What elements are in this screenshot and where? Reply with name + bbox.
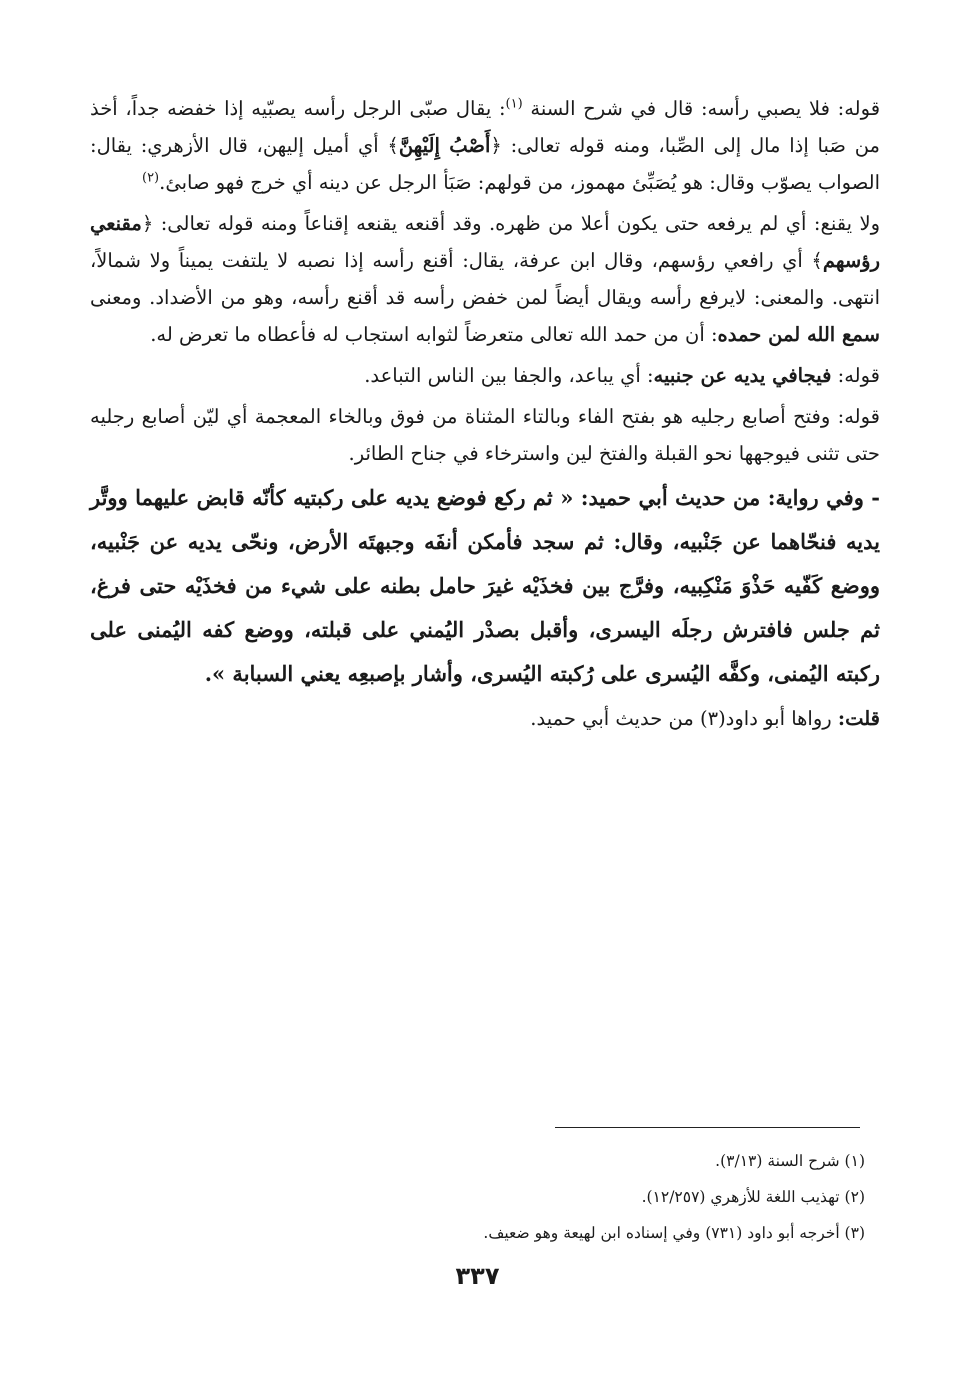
paragraph-text: من حديث أبي حميد. xyxy=(530,707,694,730)
paragraph-qulat xyxy=(90,700,880,737)
paragraph-yusabbi xyxy=(90,90,880,201)
paragraph-text: قوله: فلا يصبي رأسه: قال في شرح السنة xyxy=(530,97,881,120)
paragraph-fatah xyxy=(90,398,880,472)
hadith-narration xyxy=(90,476,880,696)
hadith-text: - وفي رواية: من حديث أبي حميد: « ثم ركع فوضع يديه على ركبتيه كأنّه قابض عليهما ووتَّر يديه فنحّاهما عن جَنْبيه، وقال: ثم سجد فأمكن أنفَه وجبهتَه الأرض، ونحّى يديه عن جَنْبيه، ووضع كَفّيه حَذْوَ مَنْكِبيه، وفرَّج بين فخذَيْه غيرَ حامل بطنه على شيء من فخذَيْه حتى فرغ، ثم جلس فافترش رجلَه اليسرى، وأقبل بصدْر اليُمني على قبلته، ووضع كفه اليُمنى على ركبته اليُمنى، وكفَّه اليُسرى على رُكبته اليُسرى، وأشار بإصبعِه يعني السبابة ». xyxy=(90,485,881,686)
footnote-ref-1[interactable]: (١) xyxy=(505,96,523,112)
paragraph-text: : أي يباعد، والجفا بين الناس التباعد. xyxy=(364,364,654,387)
paragraph-text: قوله: وفتح أصابع رجليه هو بفتح الفاء وبالتاء المثناة من فوق وبالخاء المعجمة أي ليّن أصابع رجليه حتى تثنى فيوجهها نحو القبلة والفتخ لين واسترخاء في جناح الطائر. xyxy=(90,405,880,465)
paragraph-text: قوله: xyxy=(837,364,880,387)
paragraph-yujafi xyxy=(90,357,880,394)
footnote-divider xyxy=(555,1127,860,1128)
quran-quote: مقنعي رؤسهم xyxy=(90,212,880,272)
paragraph-text: ﴾ أي أميل إليهن، قال الأزهري: يقال: الصواب يصوّب وقال: هو يُصَبِّئ مهموز، من قولهم: صَبَأ الرجل عن دينه أي خرج فهو صابئ. xyxy=(90,134,880,194)
paragraph-text: ﴾ أي رافعي رؤسهم، وقال ابن عرفة، يقال: أقنع رأسه إذا نصبه لا يلتفت يميناً ولا شمالاً، انتهى. والمعنى: لايرفع رأسه ويقال أيضاً لمن خفض رأسه قد أقنع رأسه، وهو من الأضداد. ومعنى xyxy=(90,249,880,309)
footnote-1: (١) شرح السنة (٣/١٣). xyxy=(715,1152,865,1170)
bold-phrase: فيجافي يديه عن جنبيه xyxy=(653,364,832,387)
page-body xyxy=(90,90,880,757)
bold-phrase: سمع الله لمن حمده xyxy=(717,323,880,346)
qulat-label: قلت: xyxy=(837,707,880,730)
paragraph-text: رواها أبو داود xyxy=(725,707,832,730)
quran-quote: أَصْبُ إِلَيْهِنَّ xyxy=(398,134,491,157)
footnote-2: (٢) تهذيب اللغة للأزهري (١٢/٢٥٧). xyxy=(641,1188,865,1206)
paragraph-text: : يقال صبّى الرجل رأسه يصبّيه إذا خفضه جداً، أخذ من صَبا إذا مال إلى الصِّبا، ومنه قوله تعالى: ﴿ xyxy=(90,97,880,157)
paragraph-yuqni xyxy=(90,205,880,353)
footnotes xyxy=(90,1143,865,1251)
paragraph-text: ولا يقنع: أي لم يرفعه حتى يكون أعلا من ظهره. وقد أقنعه يقنعه إقناعاً ومنه قوله تعالى: ﴿ xyxy=(141,212,880,235)
paragraph-text: : أن من حمد الله تعالى متعرضاً لثوابه استجاب له فأعطاه ما تعرض له. xyxy=(150,323,718,346)
footnote-ref-2[interactable]: (٢) xyxy=(141,170,160,186)
footnote-3: (٣) أخرجه أبو داود (٧٣١) وفي إسناده ابن لهيعة وهو ضعيف. xyxy=(483,1224,865,1242)
footnote-ref-3[interactable]: (٣) xyxy=(699,707,726,730)
page-number: ٣٣٧ xyxy=(455,1262,500,1290)
